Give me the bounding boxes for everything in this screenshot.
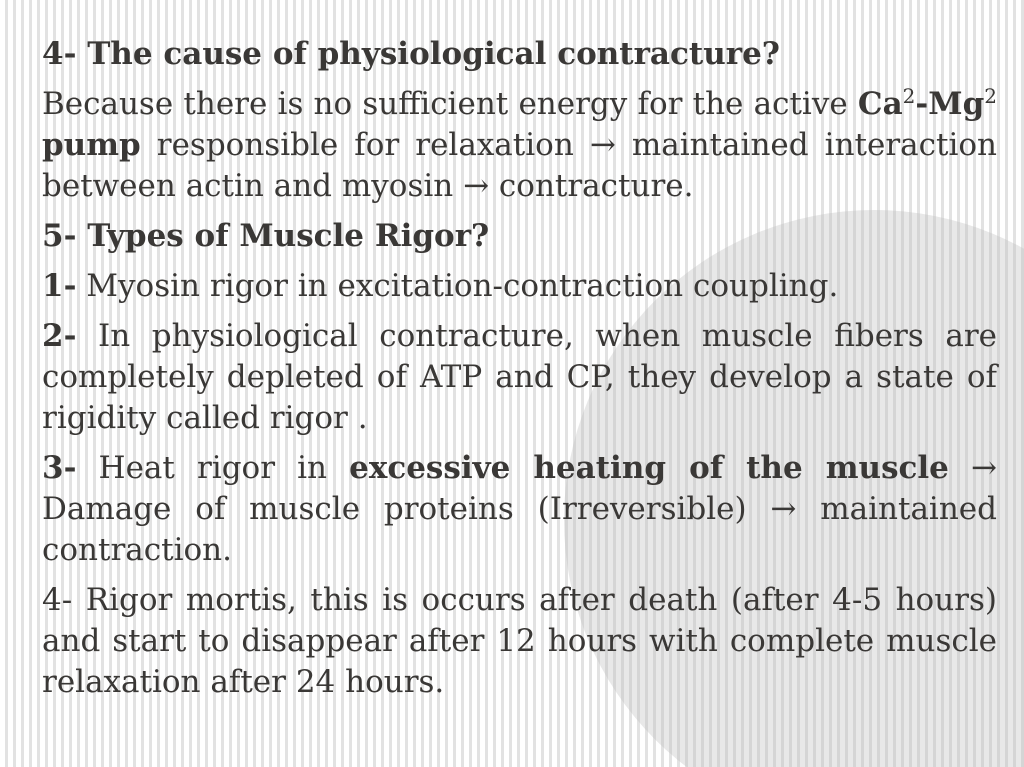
magnesium-superscript: 2 [984, 84, 997, 108]
question-4-heading: 4- The cause of physiological contracture? [42, 36, 780, 72]
question-5-heading: 5- Types of Muscle Rigor? [42, 218, 490, 254]
answer-text-continued: responsible for relaxation → maintained interaction between actin and myosin → contracture. [42, 127, 997, 204]
calcium-label: Ca [857, 86, 903, 122]
item-number: 2- [42, 318, 77, 354]
item-bold-text: excessive heating of the muscle [349, 450, 949, 486]
rigor-type-3 [42, 448, 997, 571]
item-text: In physiological contracture, when muscle fibers are completely depleted of ATP and CP, they develop a state of rigidity called rigor . [42, 318, 997, 436]
item-text: Myosin rigor in excitation-contraction coupling. [76, 268, 839, 304]
rigor-type-1 [42, 266, 997, 307]
item-text-continued: → Damage of muscle proteins (Irreversible) → maintained contraction. [42, 450, 997, 568]
pump-label: pump [42, 127, 141, 163]
magnesium-label: Mg [928, 86, 985, 122]
dash-text: - [915, 86, 929, 122]
question-4-answer [42, 84, 997, 207]
item-text: Heat rigor in [76, 450, 350, 486]
item-number: 3- [42, 450, 77, 486]
rigor-type-4: 4- Rigor mortis, this is occurs after death (after 4-5 hours) and start to disappear after 12 hours with complete muscle relaxation after 24 hours. [42, 582, 997, 700]
calcium-superscript: 2 [902, 84, 916, 108]
rigor-type-2 [42, 316, 997, 439]
slide-content [42, 34, 997, 712]
item-number: 1- [42, 268, 77, 304]
answer-text: Because there is no sufficient energy for the active [42, 86, 858, 122]
